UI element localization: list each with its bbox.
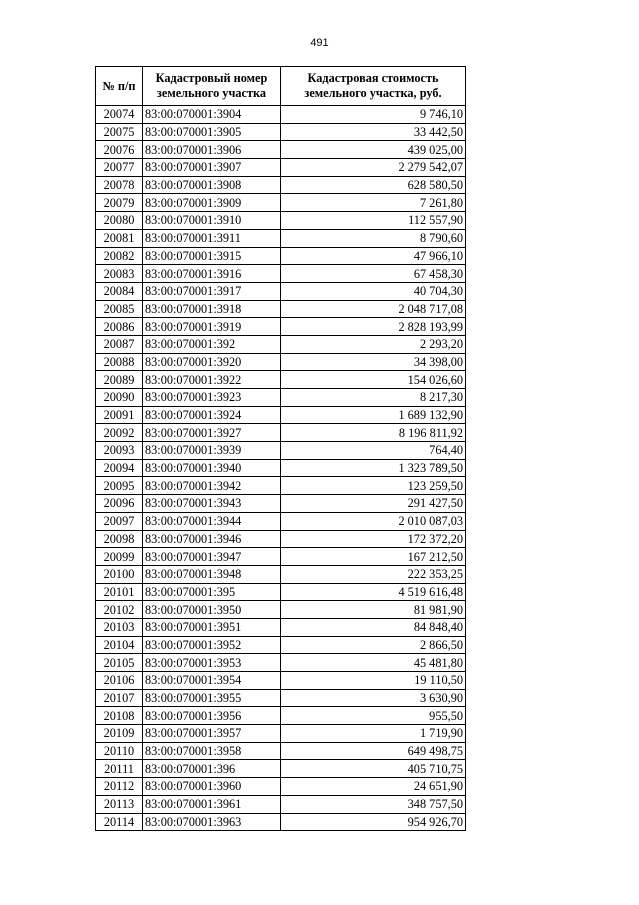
table-row: [96, 583, 466, 601]
cadastral-table: [95, 66, 466, 831]
row-number: 20081: [96, 229, 143, 247]
table-row: [96, 442, 466, 460]
cadastral-value: 9 746,10: [281, 106, 466, 124]
table-row: [96, 335, 466, 353]
row-number: 20105: [96, 654, 143, 672]
cadastral-value: 84 848,40: [281, 618, 466, 636]
row-number: 20097: [96, 512, 143, 530]
cadastral-number: 83:00:070001:3951: [143, 618, 281, 636]
cadastral-value: 154 026,60: [281, 371, 466, 389]
page-number: 491: [310, 37, 329, 49]
cadastral-value: 67 458,30: [281, 265, 466, 283]
cadastral-value: 764,40: [281, 442, 466, 460]
cadastral-value: 8 217,30: [281, 389, 466, 407]
cadastral-number: 83:00:070001:3958: [143, 742, 281, 760]
row-number: 20085: [96, 300, 143, 318]
cadastral-value: 1 323 789,50: [281, 459, 466, 477]
cadastral-number: 83:00:070001:3939: [143, 442, 281, 460]
cadastral-number: 83:00:070001:3953: [143, 654, 281, 672]
cadastral-number: 83:00:070001:3905: [143, 123, 281, 141]
cadastral-value: 291 427,50: [281, 495, 466, 513]
table-row: [96, 424, 466, 442]
cadastral-number: 83:00:070001:3952: [143, 636, 281, 654]
row-number: 20093: [96, 442, 143, 460]
row-number: 20087: [96, 335, 143, 353]
table-row: [96, 565, 466, 583]
cadastral-number: 83:00:070001:3920: [143, 353, 281, 371]
table-row: [96, 229, 466, 247]
row-number: 20108: [96, 707, 143, 725]
table-row: [96, 389, 466, 407]
table-row: [96, 141, 466, 159]
row-number: 20088: [96, 353, 143, 371]
table-row: [96, 106, 466, 124]
row-number: 20111: [96, 760, 143, 778]
cadastral-value: 8 196 811,92: [281, 424, 466, 442]
cadastral-value: 954 926,70: [281, 813, 466, 831]
cadastral-value: 81 981,90: [281, 601, 466, 619]
table-row: [96, 123, 466, 141]
cadastral-value: 47 966,10: [281, 247, 466, 265]
table-row: [96, 795, 466, 813]
row-number: 20094: [96, 459, 143, 477]
cadastral-value: 112 557,90: [281, 212, 466, 230]
row-number: 20103: [96, 618, 143, 636]
cadastral-value: 33 442,50: [281, 123, 466, 141]
row-number: 20078: [96, 176, 143, 194]
cadastral-value: 2 828 193,99: [281, 318, 466, 336]
table-row: [96, 601, 466, 619]
row-number: 20080: [96, 212, 143, 230]
table-row: [96, 495, 466, 513]
row-number: 20091: [96, 406, 143, 424]
cadastral-value: 7 261,80: [281, 194, 466, 212]
cadastral-value: 2 866,50: [281, 636, 466, 654]
cadastral-number: 83:00:070001:3927: [143, 424, 281, 442]
cadastral-value: 34 398,00: [281, 353, 466, 371]
cadastral-value: 2 293,20: [281, 335, 466, 353]
cadastral-number: 83:00:070001:3942: [143, 477, 281, 495]
row-number: 20114: [96, 813, 143, 831]
row-number: 20074: [96, 106, 143, 124]
row-number: 20096: [96, 495, 143, 513]
cadastral-value: 348 757,50: [281, 795, 466, 813]
table-row: [96, 778, 466, 796]
cadastral-number: 83:00:070001:3906: [143, 141, 281, 159]
cadastral-number: 83:00:070001:3922: [143, 371, 281, 389]
cadastral-number: 83:00:070001:3960: [143, 778, 281, 796]
cadastral-number: 83:00:070001:392: [143, 335, 281, 353]
cadastral-number: 83:00:070001:3946: [143, 530, 281, 548]
row-number: 20107: [96, 689, 143, 707]
row-number: 20095: [96, 477, 143, 495]
cadastral-value: 405 710,75: [281, 760, 466, 778]
row-number: 20077: [96, 159, 143, 177]
table-row: [96, 212, 466, 230]
header-cadastral-number: Кадастровый номер земельного участка: [143, 67, 281, 106]
header-num: № п/п: [96, 67, 143, 106]
row-number: 20101: [96, 583, 143, 601]
table-row: [96, 636, 466, 654]
cadastral-value: 1 719,90: [281, 725, 466, 743]
row-number: 20100: [96, 565, 143, 583]
cadastral-number: 83:00:070001:3957: [143, 725, 281, 743]
row-number: 20082: [96, 247, 143, 265]
row-number: 20075: [96, 123, 143, 141]
cadastral-value: 123 259,50: [281, 477, 466, 495]
row-number: 20113: [96, 795, 143, 813]
cadastral-number: 83:00:070001:3947: [143, 548, 281, 566]
cadastral-number: 83:00:070001:3963: [143, 813, 281, 831]
table-body: [96, 106, 466, 831]
table-row: [96, 618, 466, 636]
cadastral-number: 83:00:070001:3917: [143, 282, 281, 300]
row-number: 20098: [96, 530, 143, 548]
row-number: 20089: [96, 371, 143, 389]
cadastral-value: 439 025,00: [281, 141, 466, 159]
table-row: [96, 548, 466, 566]
row-number: 20086: [96, 318, 143, 336]
cadastral-number: 83:00:070001:3923: [143, 389, 281, 407]
cadastral-number: 83:00:070001:3909: [143, 194, 281, 212]
cadastral-value: 649 498,75: [281, 742, 466, 760]
cadastral-value: 8 790,60: [281, 229, 466, 247]
header-cadastral-value: Кадастровая стоимость земельного участка, руб.: [281, 67, 466, 106]
row-number: 20092: [96, 424, 143, 442]
table-row: [96, 512, 466, 530]
cadastral-value: 628 580,50: [281, 176, 466, 194]
cadastral-value: 222 353,25: [281, 565, 466, 583]
cadastral-number: 83:00:070001:3915: [143, 247, 281, 265]
cadastral-number: 83:00:070001:3954: [143, 672, 281, 690]
cadastral-number: 83:00:070001:3911: [143, 229, 281, 247]
cadastral-value: 1 689 132,90: [281, 406, 466, 424]
row-number: 20079: [96, 194, 143, 212]
cadastral-value: 2 279 542,07: [281, 159, 466, 177]
cadastral-number: 83:00:070001:3950: [143, 601, 281, 619]
cadastral-number: 83:00:070001:396: [143, 760, 281, 778]
cadastral-number: 83:00:070001:3904: [143, 106, 281, 124]
table-row: [96, 760, 466, 778]
cadastral-number: 83:00:070001:3955: [143, 689, 281, 707]
table-row: [96, 654, 466, 672]
row-number: 20104: [96, 636, 143, 654]
table-row: [96, 477, 466, 495]
cadastral-value: 45 481,80: [281, 654, 466, 672]
cadastral-value: 2 048 717,08: [281, 300, 466, 318]
cadastral-number: 83:00:070001:3924: [143, 406, 281, 424]
table-row: [96, 689, 466, 707]
cadastral-number: 83:00:070001:3907: [143, 159, 281, 177]
row-number: 20076: [96, 141, 143, 159]
table-row: [96, 265, 466, 283]
cadastral-value: 40 704,30: [281, 282, 466, 300]
cadastral-value: 3 630,90: [281, 689, 466, 707]
row-number: 20109: [96, 725, 143, 743]
table-row: [96, 159, 466, 177]
table-row: [96, 247, 466, 265]
table-row: [96, 353, 466, 371]
row-number: 20110: [96, 742, 143, 760]
table-row: [96, 672, 466, 690]
cadastral-number: 83:00:070001:3919: [143, 318, 281, 336]
row-number: 20090: [96, 389, 143, 407]
table-row: [96, 300, 466, 318]
table-row: [96, 282, 466, 300]
table-row: [96, 176, 466, 194]
row-number: 20112: [96, 778, 143, 796]
table-row: [96, 459, 466, 477]
cadastral-number: 83:00:070001:3910: [143, 212, 281, 230]
cadastral-number: 83:00:070001:3908: [143, 176, 281, 194]
cadastral-value: 167 212,50: [281, 548, 466, 566]
row-number: 20106: [96, 672, 143, 690]
row-number: 20099: [96, 548, 143, 566]
row-number: 20083: [96, 265, 143, 283]
cadastral-number: 83:00:070001:3916: [143, 265, 281, 283]
table-row: [96, 194, 466, 212]
cadastral-value: 172 372,20: [281, 530, 466, 548]
cadastral-number: 83:00:070001:3956: [143, 707, 281, 725]
table-row: [96, 371, 466, 389]
table-row: [96, 813, 466, 831]
cadastral-number: 83:00:070001:3948: [143, 565, 281, 583]
table-row: [96, 406, 466, 424]
table-row: [96, 318, 466, 336]
cadastral-number: 83:00:070001:3943: [143, 495, 281, 513]
cadastral-number: 83:00:070001:395: [143, 583, 281, 601]
cadastral-number: 83:00:070001:3918: [143, 300, 281, 318]
cadastral-number: 83:00:070001:3944: [143, 512, 281, 530]
table-header: [96, 67, 466, 106]
cadastral-value: 19 110,50: [281, 672, 466, 690]
row-number: 20084: [96, 282, 143, 300]
table-row: [96, 530, 466, 548]
table-row: [96, 725, 466, 743]
row-number: 20102: [96, 601, 143, 619]
cadastral-value: 955,50: [281, 707, 466, 725]
table-row: [96, 742, 466, 760]
cadastral-number: 83:00:070001:3940: [143, 459, 281, 477]
cadastral-value: 4 519 616,48: [281, 583, 466, 601]
table-row: [96, 707, 466, 725]
cadastral-number: 83:00:070001:3961: [143, 795, 281, 813]
cadastral-value: 2 010 087,03: [281, 512, 466, 530]
header-row: [96, 67, 466, 106]
cadastral-value: 24 651,90: [281, 778, 466, 796]
